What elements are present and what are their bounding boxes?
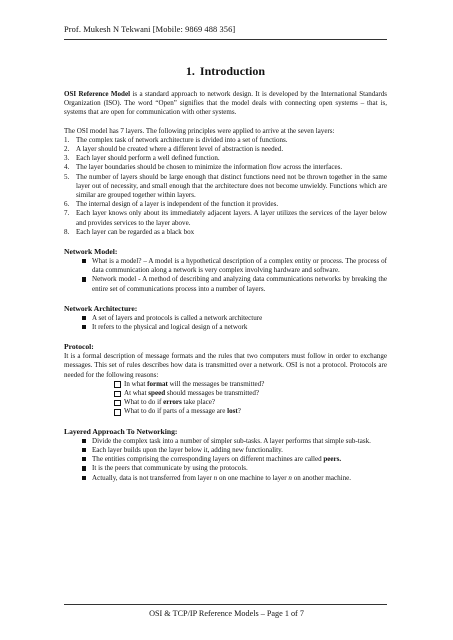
protocol-reasons-list — [64, 380, 387, 417]
list-item — [64, 474, 387, 483]
page-content — [64, 64, 387, 483]
intro-lead: OSI Reference Model — [64, 90, 131, 98]
title-number: 1. — [185, 64, 195, 78]
title-text: Introduction — [199, 64, 266, 78]
principle-text: The number of layers should be large enough that distinct functions need not be thrown together in the same layer out of necessity, and small enough that the architecture does not become unwieldy. Functions which are similar are grouped together within layers. — [76, 172, 387, 200]
principle-number: 7. — [64, 209, 70, 218]
principle-number: 8. — [64, 227, 70, 236]
reason-item — [114, 398, 387, 407]
principle-item — [64, 154, 387, 163]
reason-text: ? — [237, 407, 241, 416]
principle-number: 5. — [64, 172, 70, 181]
principle-item — [64, 163, 387, 172]
network-architecture-heading: Network Architecture: — [64, 303, 138, 313]
list-item-text: on one machine to layer — [217, 473, 289, 482]
protocol-paragraph: It is a formal description of message formats and the rules that two computers must follow in order to exchange messages. This set of rules describes how data is transmitted over a network. OSI is not a protocol. Protocols are needed for the following reasons: — [64, 352, 387, 379]
principles-intro: The OSI model has 7 layers. The following principles were applied to arrive at the seven layers: — [64, 126, 335, 135]
principle-text: The internal design of a layer is independent of the function it provides. — [76, 200, 279, 209]
network-architecture-list — [64, 314, 387, 332]
network-model-list — [64, 257, 387, 294]
reason-text: In what — [124, 379, 148, 388]
principle-text: The complex task of network architecture is divided into a set of functions. — [76, 135, 288, 144]
principle-number: 6. — [64, 200, 70, 209]
list-item-text: Actually, data is not transferred from layer — [92, 473, 214, 482]
page-header: Prof. Mukesh N Tekwani [Mobile: 9869 488 356] — [64, 25, 236, 34]
reason-item — [114, 407, 387, 416]
principle-item — [64, 173, 387, 201]
list-item-variable: n — [213, 473, 218, 482]
principle-text: Each layer should perform a well defined function. — [76, 154, 220, 163]
principle-text: A layer should be created where a different level of abstraction is needed. — [76, 145, 284, 154]
reason-text: should messages be transmitted? — [165, 389, 260, 398]
reason-keyword: errors — [163, 398, 182, 407]
principle-text: Each layer can be regarded as a black box — [76, 227, 195, 236]
list-item: What is a model? – A model is a hypothetical description of a complex entity or process. The process of data communication along a network is very complex involving hardware and software. — [64, 257, 387, 275]
list-item-text: on another machine. — [291, 473, 352, 482]
reason-text: What to do if parts of a message are — [124, 407, 228, 416]
header-divider — [64, 39, 387, 40]
principle-text: Each layer knows only about its immediately adjacent layers. A layer utilizes the services of the layer below and provides services to the layer above. — [76, 209, 387, 227]
reason-keyword: lost — [227, 407, 238, 416]
reason-text: take place? — [181, 398, 216, 407]
page-footer: OSI & TCP/IP Reference Models – Page 1 of 7 — [149, 609, 304, 618]
principle-number: 4. — [64, 163, 70, 172]
reason-keyword: speed — [148, 389, 166, 398]
network-model-heading: Network Model: — [64, 247, 118, 257]
principle-item — [64, 136, 387, 145]
intro-rest: is a standard approach to network design. It is developed by the International Standards Organization (ISO). The word “Open” signifies that the model deals with connecting open systems – that is, systems that are open for communication with other systems. — [64, 90, 387, 117]
reason-item — [114, 380, 387, 389]
reason-keyword: format — [147, 379, 168, 388]
list-item-text: The entities comprising the corresponding layers on different machines are called — [92, 455, 324, 464]
principles-list — [64, 136, 387, 237]
principle-number: 3. — [64, 154, 70, 163]
principle-item — [64, 200, 387, 209]
list-item — [64, 455, 387, 464]
list-item: It refers to the physical and logical design of a network — [64, 323, 387, 332]
page-title — [64, 64, 387, 78]
principle-item — [64, 145, 387, 154]
reason-text: At what — [124, 389, 149, 398]
principle-number: 2. — [64, 145, 70, 154]
principle-text: The layer boundaries should be chosen to minimize the information flow across the interfaces. — [76, 163, 343, 172]
reason-text: What to do if — [124, 398, 164, 407]
footer-divider — [64, 604, 387, 605]
list-item: Each layer builds upon the layer below it, adding new functionality. — [64, 446, 387, 455]
principle-number: 1. — [64, 135, 70, 144]
list-item: Divide the complex task into a number of simpler sub-tasks. A layer performs that simple sub-task. — [64, 437, 387, 446]
list-item: A set of layers and protocols is called a network architecture — [64, 314, 387, 323]
list-item-variable: n — [288, 473, 292, 482]
principle-item — [64, 209, 387, 227]
list-item: Network model - A method of describing and analyzing data communications networks by breaking the entire set of communications process into a number of layers. — [64, 275, 387, 293]
layered-approach-heading: Layered Approach To Networking: — [64, 426, 178, 436]
list-item: It is the peers that communicate by using the protocols. — [64, 464, 387, 473]
list-item-keyword: peers. — [323, 455, 342, 464]
intro-paragraph — [64, 90, 387, 118]
reason-item — [114, 389, 387, 398]
protocol-heading: Protocol: — [64, 342, 94, 352]
reason-text: will the messages be transmitted? — [167, 379, 265, 388]
layered-approach-list — [64, 437, 387, 483]
principle-item — [64, 228, 387, 237]
